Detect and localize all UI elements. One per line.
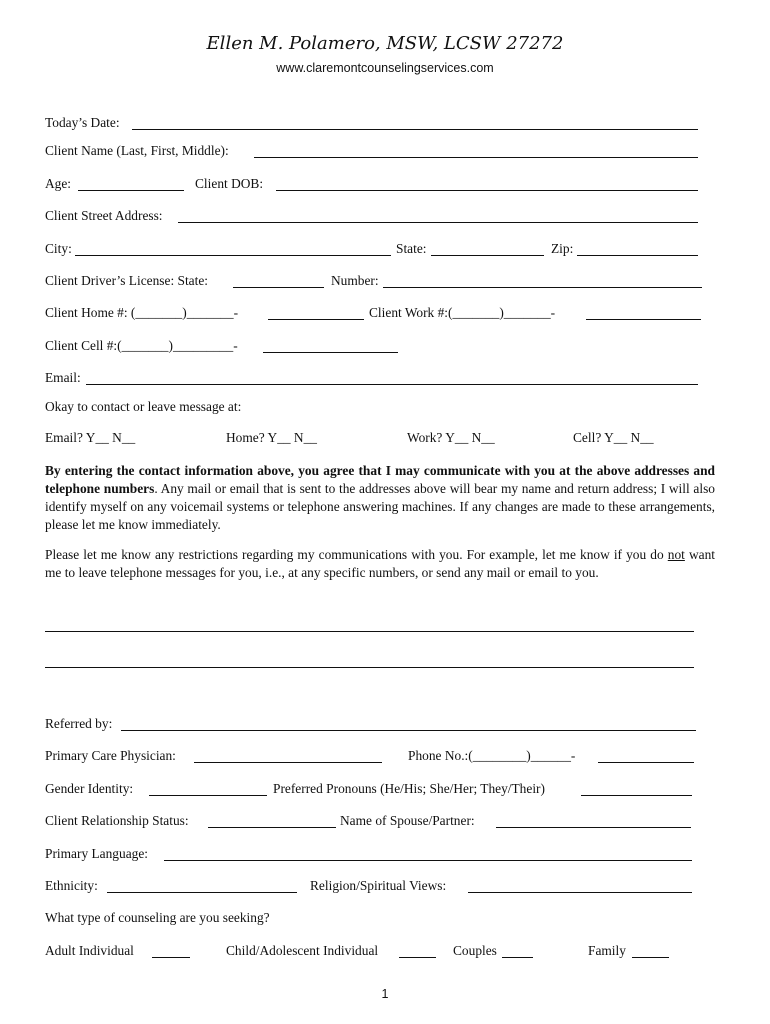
client-name-field[interactable] — [254, 143, 698, 158]
couples-field[interactable] — [502, 943, 533, 958]
primary-language-field[interactable] — [164, 846, 692, 861]
pronouns-field[interactable] — [581, 781, 692, 796]
adult-individual-field[interactable] — [152, 943, 190, 958]
city-label: City: — [45, 241, 72, 256]
home-phone-label: Client Home #: (_______)_______- — [45, 305, 239, 320]
restrictions-answer-line-1[interactable] — [45, 631, 694, 632]
child-individual-label: Child/Adolescent Individual — [226, 943, 379, 958]
adult-individual-label: Adult Individual — [45, 943, 134, 958]
todays-date-label: Today’s Date: — [45, 115, 120, 130]
counseling-type-label: What type of counseling are you seeking? — [45, 910, 270, 925]
client-name-label: Client Name (Last, First, Middle): — [45, 143, 229, 158]
work-phone-field[interactable] — [586, 305, 701, 320]
spouse-name-field[interactable] — [496, 813, 691, 828]
religion-label: Religion/Spiritual Views: — [310, 878, 447, 893]
dl-state-field[interactable] — [233, 273, 324, 288]
age-label: Age: — [45, 176, 72, 191]
email-permission[interactable]: Email? Y__ N__ — [45, 430, 136, 445]
email-label: Email: — [45, 370, 81, 385]
age-field[interactable] — [78, 176, 184, 191]
work-permission[interactable]: Work? Y__ N__ — [407, 430, 495, 445]
state-label: State: — [396, 241, 427, 256]
page-number: 1 — [381, 987, 389, 1001]
zip-label: Zip: — [551, 241, 574, 256]
restrictions-text-1: Please let me know any restrictions regarding my communications with you. For example, let me know if you do — [45, 547, 668, 562]
todays-date-field[interactable] — [132, 115, 698, 130]
home-phone-field[interactable] — [268, 305, 364, 320]
dl-number-label: Number: — [331, 273, 379, 288]
pronouns-label: Preferred Pronouns (He/His; She/Her; They/Their) — [273, 781, 545, 796]
city-field[interactable] — [75, 241, 391, 256]
practitioner-name: Ellen M. Polamero, MSW, LCSW 27272 — [206, 33, 564, 54]
pcp-field[interactable] — [194, 748, 382, 763]
client-dob-label: Client DOB: — [195, 176, 264, 191]
ethnicity-field[interactable] — [107, 878, 297, 893]
work-phone-label: Client Work #:(_______)_______- — [369, 305, 556, 320]
restrictions-text-2: want me to leave telephone messages for you, i.e., at any specific numbers, or send any mail or email to you. — [45, 547, 715, 580]
cell-phone-label: Client Cell #:(_______)_________- — [45, 338, 238, 353]
email-field[interactable] — [86, 370, 698, 385]
family-label: Family — [588, 943, 626, 958]
state-field[interactable] — [431, 241, 544, 256]
referred-by-label: Referred by: — [45, 716, 113, 731]
drivers-license-label: Client Driver’s License: State: — [45, 273, 209, 288]
referred-by-field[interactable] — [121, 716, 696, 731]
client-dob-field[interactable] — [276, 176, 698, 191]
cell-permission[interactable]: Cell? Y__ N__ — [573, 430, 654, 445]
couples-label: Couples — [453, 943, 497, 958]
consent-rest-text: . Any mail or email that is sent to the addresses above will bear my name and return address; I will also identify myself on any voicemail systems or telephone answering machines. If any changes are made to these arrangements, please let me know immediately. — [45, 481, 715, 532]
spouse-name-label: Name of Spouse/Partner: — [340, 813, 475, 828]
home-permission[interactable]: Home? Y__ N__ — [226, 430, 317, 445]
street-address-field[interactable] — [178, 208, 698, 223]
pcp-phone-label: Phone No.:(________)______- — [408, 748, 576, 763]
relationship-status-field[interactable] — [208, 813, 336, 828]
restrictions-answer-line-2[interactable] — [45, 667, 694, 668]
consent-bold-text: By entering the contact information above, you agree that I may communicate with you at the above addresses and telephone numbers — [45, 463, 715, 496]
pcp-phone-field[interactable] — [598, 748, 694, 763]
child-individual-field[interactable] — [399, 943, 436, 958]
contact-ok-label: Okay to contact or leave message at: — [45, 399, 242, 414]
zip-field[interactable] — [577, 241, 698, 256]
family-field[interactable] — [632, 943, 669, 958]
gender-identity-label: Gender Identity: — [45, 781, 134, 796]
gender-identity-field[interactable] — [149, 781, 267, 796]
restrictions-paragraph — [45, 546, 715, 582]
consent-paragraph — [45, 462, 715, 534]
ethnicity-label: Ethnicity: — [45, 878, 98, 893]
relationship-status-label: Client Relationship Status: — [45, 813, 189, 828]
website-url: www.claremontcounselingservices.com — [276, 61, 494, 75]
religion-field[interactable] — [468, 878, 692, 893]
primary-language-label: Primary Language: — [45, 846, 148, 861]
restrictions-not: not — [667, 547, 685, 562]
cell-phone-field[interactable] — [263, 338, 398, 353]
street-address-label: Client Street Address: — [45, 208, 163, 223]
dl-number-field[interactable] — [383, 273, 702, 288]
pcp-label: Primary Care Physician: — [45, 748, 176, 763]
